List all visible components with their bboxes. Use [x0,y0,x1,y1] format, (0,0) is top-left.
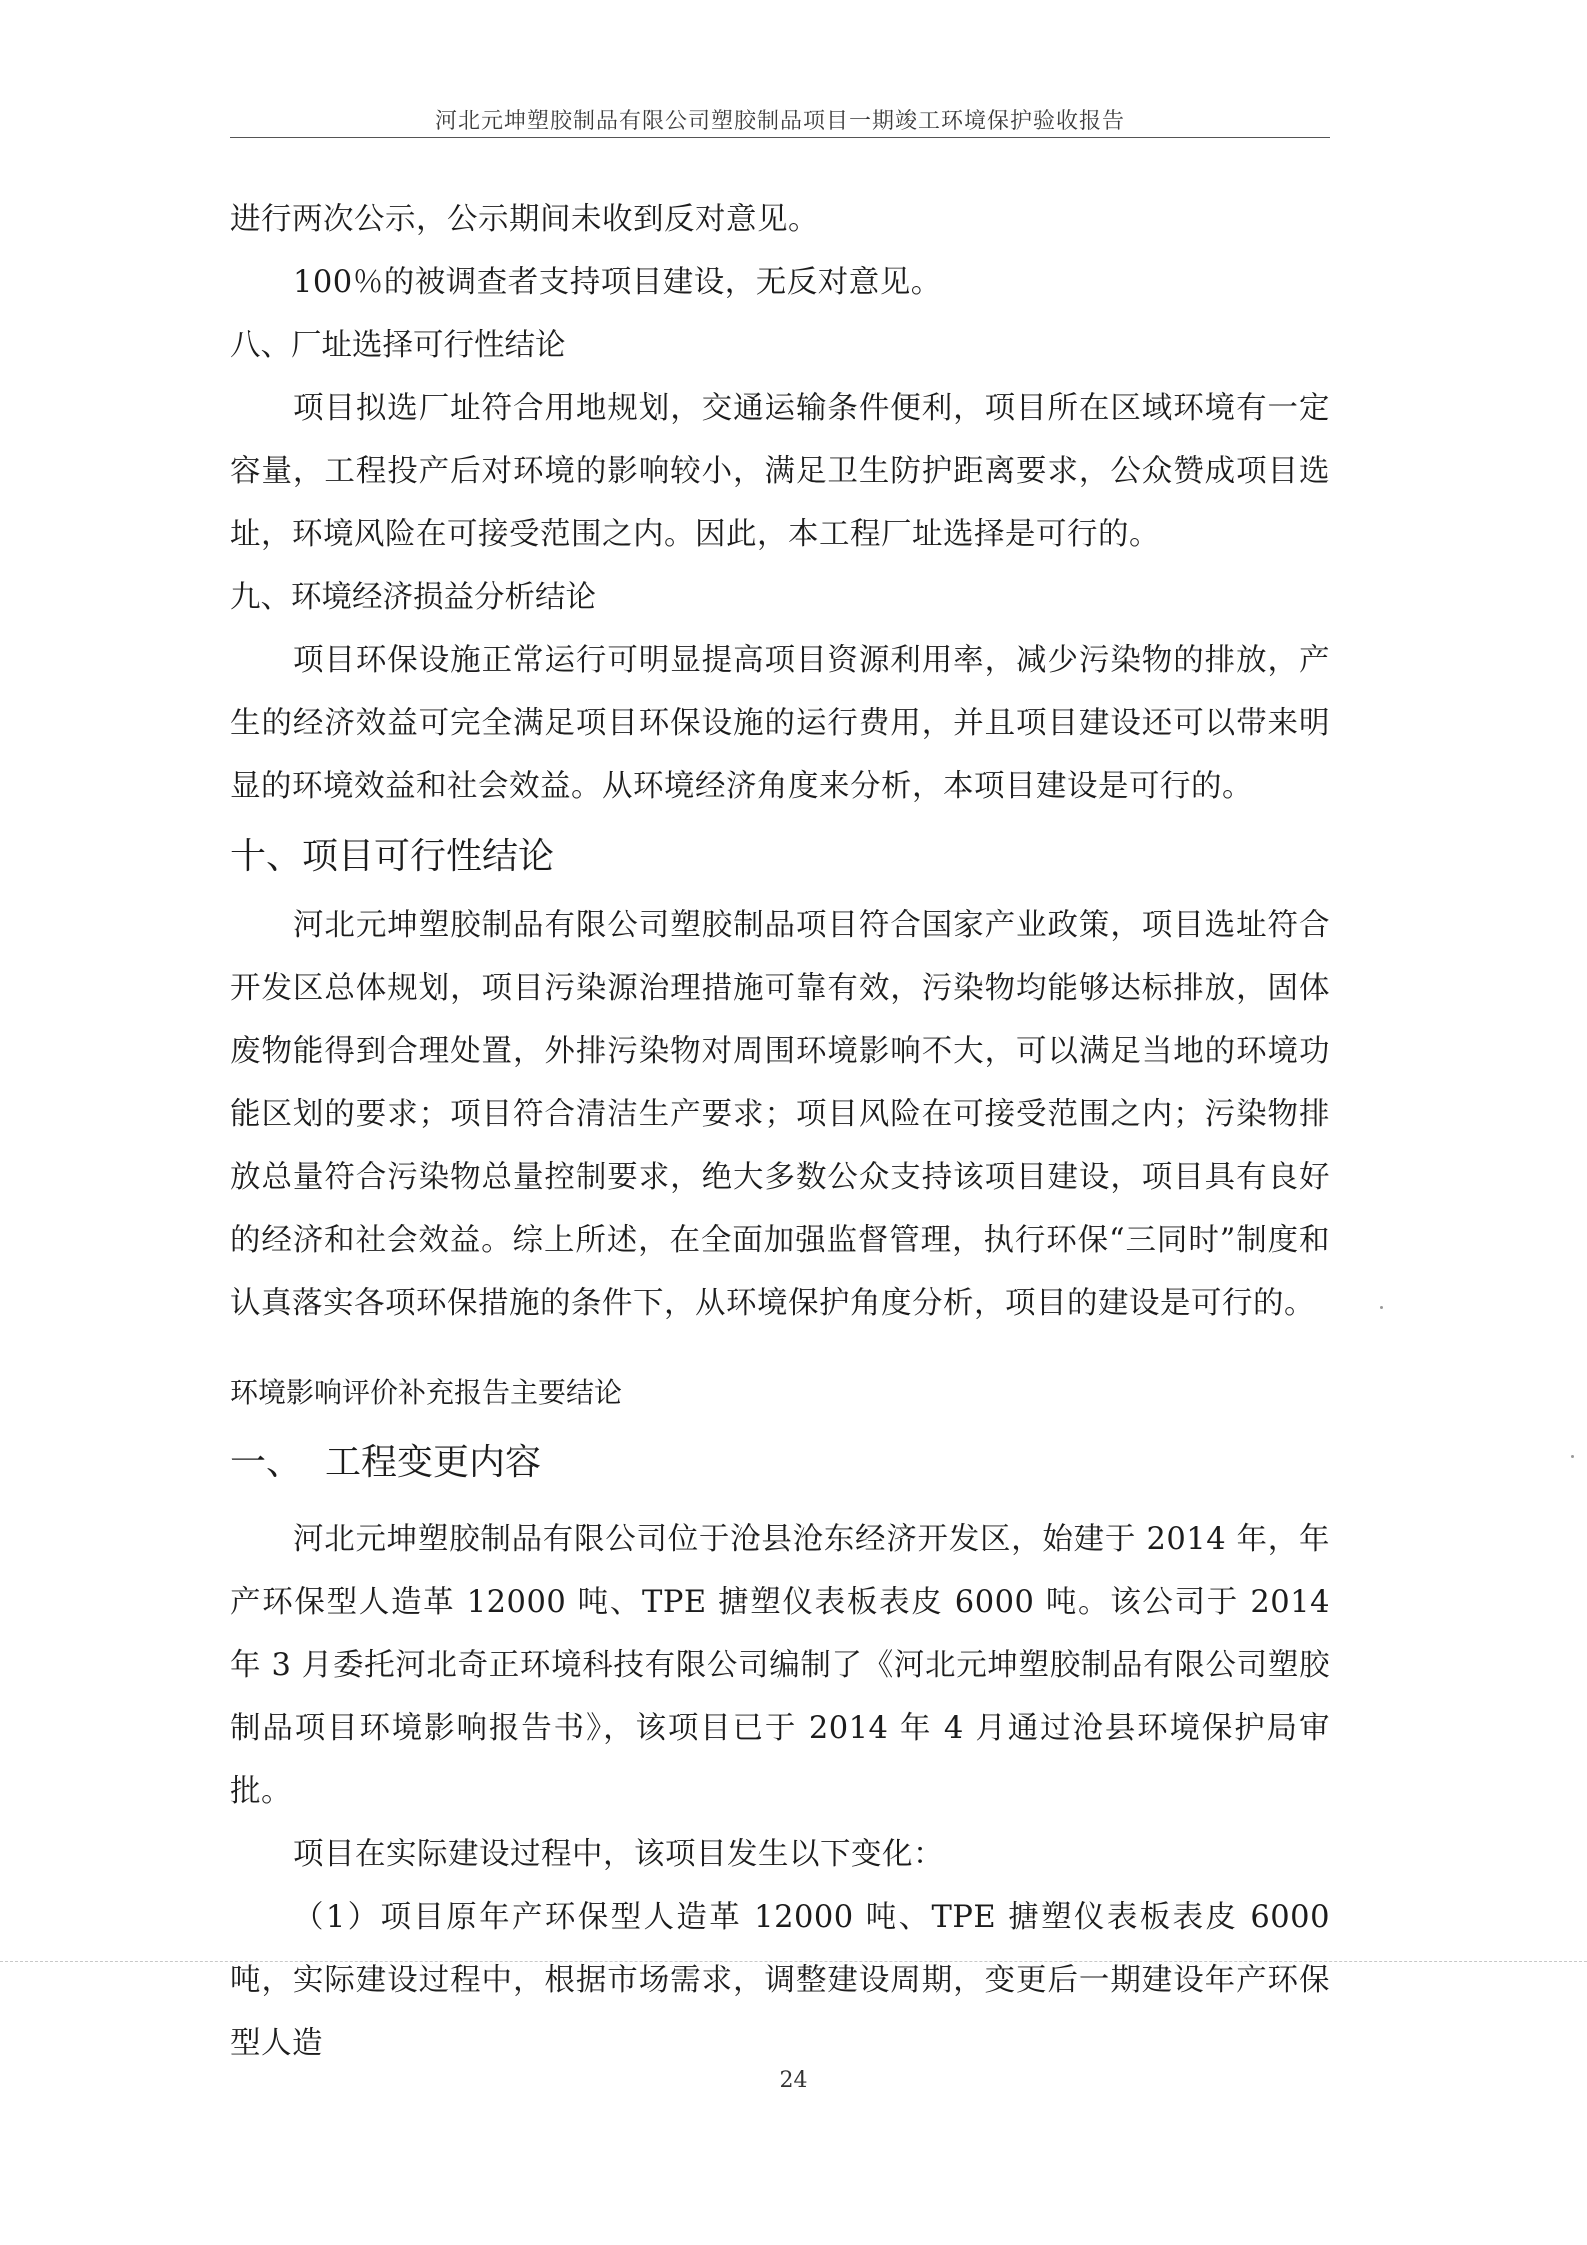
scan-artifact-line [0,1961,1587,1962]
paragraph-continuation: 进行两次公示，公示期间未收到反对意见。 [230,202,819,237]
supplement-report-title: 环境影响评价补充报告主要结论 [230,1376,623,1409]
section-heading-9: 九、环境经济损益分析结论 [230,580,596,615]
paragraph-economic-analysis: 项目环保设施正常运行可明显提高项目资源利用率，减少污染物的排放，产生的经济效益可完全满足项目环保设施的运行费用，并且项目建设还可以带来明显的环境效益和社会效益。从环境经济角度来分析，本项目建设是可行的。 [230,643,1330,804]
header-rule [230,137,1330,138]
scan-dot [1380,1306,1383,1309]
paragraph-public-support: 100％的被调查者支持项目建设，无反对意见。 [293,265,942,300]
heading-text: 工程变更内容 [325,1442,542,1483]
paragraph-change-item-1: （1）项目原年产环保型人造革 12000 吨、TPE 搪塑仪表板表皮 6000 吨，实际建设过程中，根据市场需求，调整建设周期，变更后一期建设年产环保型人造 [230,1900,1330,2061]
paragraph-changes-intro: 项目在实际建设过程中，该项目发生以下变化： [293,1837,944,1872]
section-heading-engineering-changes [230,1430,1330,1496]
paragraph-feasibility: 河北元坤塑胶制品有限公司塑胶制品项目符合国家产业政策，项目选址符合开发区总体规划，项目污染源治理措施可靠有效，污染物均能够达标排放，固体废物能得到合理处置，外排污染物对周围环境影响不大，可以满足当地的环境功能区划的要求；项目符合清洁生产要求；项目风险在可接受范围之内；污染物排放总量符合污染物总量控制要求，绝大多数公众支持该项目建设，项目具有良好的经济和社会效益。综上所述，在全面加强监督管理，执行环保“三同时”制度和认真落实各项环保措施的条件下，从环境保护角度分析，项目的建设是可行的。 [230,908,1330,1321]
heading-number: 一、 [230,1442,303,1483]
paragraph-company-background: 河北元坤塑胶制品有限公司位于沧县沧东经济开发区，始建于 2014 年，年产环保型人造革 12000 吨、TPE 搪塑仪表板表皮 6000 吨。该公司于 2014 年 3 月委托河北奇正环境科技有限公司编制了《河北元坤塑胶制品有限公司塑胶制品项目环境影响报告书》，该项目已于 2014 年 4 月通过沧县环境保护局审批。 [230,1522,1330,1809]
running-header: 河北元坤塑胶制品有限公司塑胶制品项目一期竣工环境保护验收报告 [434,109,1125,134]
scan-dot [1571,1455,1574,1458]
paragraph-site-selection: 项目拟选厂址符合用地规划，交通运输条件便利，项目所在区域环境有一定容量，工程投产后对环境的影响较小，满足卫生防护距离要求，公众赞成项目选址，环境风险在可接受范围之内。因此，本工程厂址选择是可行的。 [230,391,1330,552]
section-heading-8: 八、厂址选择可行性结论 [230,328,566,363]
body-text [230,188,1330,2075]
page-number: 24 [779,2068,808,2093]
section-heading-10: 十、项目可行性结论 [230,836,555,877]
